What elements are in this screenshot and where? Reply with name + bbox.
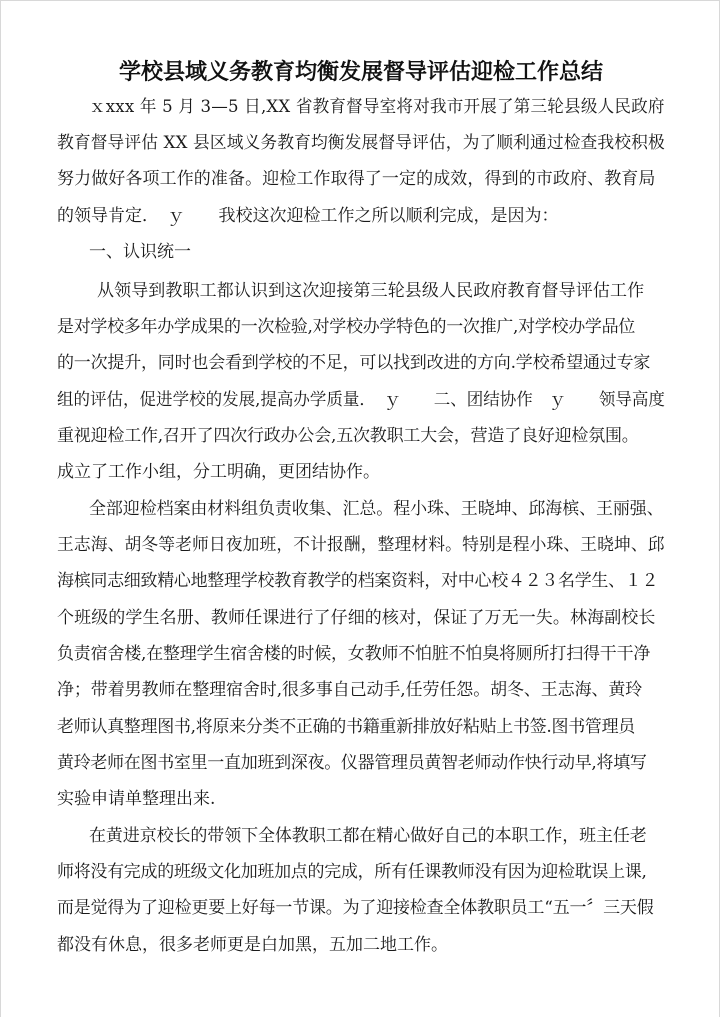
paragraph-line: 净；带着男教师在整理宿舍时,很多事自己动手,任劳任怨。胡冬、王志海、黄玲 [57, 680, 643, 700]
paragraph-line: 全部迎检档案由材料组负责收集、汇总。程小珠、王晓坤、邱海槟、王丽强、 [89, 499, 664, 519]
paragraph-line: 的一次提升，同时也会看到学校的不足，可以找到改进的方向.学校希望通过专家 [57, 353, 651, 373]
paragraph-line: 师将没有完成的班级文化加班加点的完成，所有任课教师没有因为迎检耽误上课, [57, 862, 647, 882]
paragraph-line: 黄玲老师在图书室里一直加班到深夜。仪器管理员黄智老师动作快行动早,将填写 [57, 753, 647, 773]
paragraph-line: 成立了工作小组，分工明确，更团结协作。 [57, 462, 380, 482]
paragraph-line: 实验申请单整理出来. [57, 789, 216, 809]
paragraph-line: 在黄进京校长的带领下全体教职工都在精心做好自己的本职工作，班主任老 [89, 826, 647, 846]
paragraph-line: 教育督导评估 XX 县区域义务教育均衡发展督导评估，为了顺利通过检查我校积极 [57, 133, 665, 153]
paragraph-line: 海槟同志细致精心地整理学校教育教学的档案资料，对中心校４２３名学生、１２ [57, 571, 659, 591]
paragraph-line: 而是觉得为了迎检更要上好每一节课。为了迎接检查全体教职员工“五一〞三天假 [57, 898, 654, 918]
paragraph-line: 负责宿舍楼,在整理学生宿舍楼的时候，女教师不怕脏不怕臭将厕所打扫得干干净 [57, 644, 651, 664]
paragraph-line: 是对学校多年办学成果的一次检验,对学校办学特色的一次推广,对学校办学品位 [57, 317, 636, 337]
paragraph-line: 从领导到教职工都认识到这次迎接第三轮县级人民政府教育督导评估工作 [97, 281, 645, 301]
paragraph-line: 王志海、胡冬等老师日夜加班，不计报酬，整理材料。特别是程小珠、王晓坤、邱 [57, 535, 665, 555]
paragraph-line: 重视迎检工作,召开了四次行政办公会,五次教职工大会，营造了良好迎检氛围。 [57, 426, 639, 446]
section-heading: 一、认识统一 [89, 242, 191, 262]
paragraph-line: 组的评估，促进学校的发展,提高办学质量． ｙ 二、团结协作 ｙ 领导高度 [57, 390, 665, 410]
paragraph-line: 个班级的学生名册、教师任课进行了仔细的核对，保证了万无一失。林海副校长 [57, 608, 656, 628]
paragraph-line: 老师认真整理图书,将原来分类不正确的书籍重新排放好粘贴上书签.图书管理员 [57, 717, 636, 737]
document-title: 学校县域义务教育均衡发展督导评估迎检工作总结 [118, 59, 603, 85]
paragraph-line: ｘxxx 年 5 月 3—5 日,XX 省教育督导室将对我市开展了第三轮县级人民政府 [89, 97, 665, 117]
paragraph-line: 都没有休息，很多老师更是白加黑，五加二地工作。 [57, 935, 448, 955]
paragraph-line: 的领导肯定． ｙ 我校这次迎检工作之所以顺利完成，是因为： [57, 206, 559, 226]
paragraph-line: 努力做好各项工作的准备。迎检工作取得了一定的成效，得到的市政府、教育局 [57, 169, 656, 189]
